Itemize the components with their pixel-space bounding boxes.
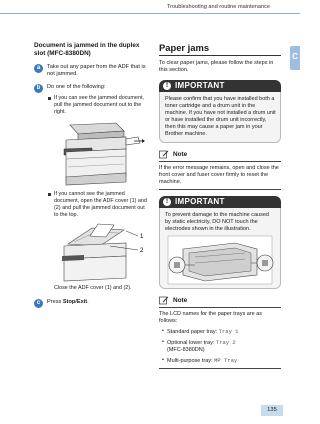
step-c xyxy=(34,299,150,306)
note-text: The LCD names for the paper trays are as follows: xyxy=(159,311,263,324)
bullet-dot-icon: • xyxy=(162,328,164,334)
exclamation-icon: ! xyxy=(163,82,171,90)
step-b xyxy=(34,84,150,91)
important-box-2 xyxy=(159,196,281,289)
lcd-tray-name: Tray 2 xyxy=(215,339,236,346)
bullet-text: If you can see the jammed document, pull the jammed document out to the right. xyxy=(54,95,144,115)
important-box-1 xyxy=(159,80,281,143)
printer-illustration xyxy=(34,119,150,187)
bullet-dot-icon: • xyxy=(162,339,164,345)
tray-label: Multi-purpose tray: xyxy=(167,358,215,364)
bullet-item xyxy=(34,95,150,116)
step-marker: b xyxy=(34,84,43,93)
step-text-prefix: Press xyxy=(47,299,63,305)
exclamation-icon: ! xyxy=(163,198,171,206)
note-text: If the error message remains, open and close the front cover and fuser cover firmly to reset the machine. xyxy=(159,162,281,190)
header-rule xyxy=(0,13,300,14)
note-header xyxy=(159,149,281,162)
note-label: Note xyxy=(173,151,188,158)
tray-name-item xyxy=(159,339,281,354)
bullet-text: If you cannot see the jammed document, open the ADF cover (1) and (2) and pull the jammed document out to the top. xyxy=(54,191,147,218)
step-marker: c xyxy=(34,299,43,308)
lcd-tray-name: MP Tray xyxy=(214,357,238,364)
adf-cover-illustration xyxy=(34,222,150,282)
important-text: Please confirm that you have installed both a toner cartridge and a drum unit in the machine. If you have not installed a drum unit or have installed the drum unit incorrectly, then this may cause a paper jam in your Brother machine. xyxy=(159,92,281,143)
tray-label: Optional lower tray: xyxy=(167,340,216,346)
lcd-tray-name: Tray 1 xyxy=(218,328,239,335)
important-header xyxy=(159,80,281,92)
page-number: 135 xyxy=(261,405,283,416)
note-body xyxy=(159,308,281,369)
note-pencil-icon xyxy=(159,150,169,159)
bullet-dot-icon: • xyxy=(162,357,164,363)
important-text: To prevent damage to the machine caused by static electricity, DO NOT touch the electrodes shown in the illustration. xyxy=(165,212,269,232)
running-header: Troubleshooting and routine maintenance xyxy=(166,4,270,10)
tray-name-item xyxy=(159,328,281,336)
bullet-item xyxy=(34,191,150,219)
left-column xyxy=(34,42,150,306)
step-text: Do one of the following: xyxy=(47,84,106,90)
bullet-square-icon xyxy=(48,97,51,100)
step-text-suffix: . xyxy=(87,299,89,305)
important-label: IMPORTANT xyxy=(175,81,225,90)
important-label: IMPORTANT xyxy=(175,197,225,206)
section-title: Document is jammed in the duplex slot (MFC-8380DN) xyxy=(34,42,140,57)
electrodes-illustration xyxy=(165,235,275,285)
stop-exit-key: Stop/Exit xyxy=(62,299,88,305)
heading-rule xyxy=(159,55,281,56)
right-column xyxy=(159,42,281,369)
callout-2: 2 xyxy=(140,248,144,254)
tray-name-item xyxy=(159,357,281,365)
tray-model-note: (MFC-8380DN) xyxy=(167,347,205,353)
note-pencil-icon xyxy=(159,296,169,305)
note-header xyxy=(159,295,281,308)
important-body xyxy=(159,208,281,289)
note-label: Note xyxy=(173,297,188,304)
chapter-tab xyxy=(290,46,300,70)
step-caption: Close the ADF cover (1) and (2). xyxy=(54,285,132,291)
step-marker: a xyxy=(34,64,43,73)
tray-label: Standard paper tray: xyxy=(167,329,219,335)
important-header xyxy=(159,196,281,208)
callout-1: 1 xyxy=(140,234,144,240)
step-text: Take out any paper from the ADF that is not jammed. xyxy=(47,64,146,77)
note-box-2 xyxy=(159,295,281,369)
step-a xyxy=(34,64,150,78)
intro-text: To clear paper jams, please follow the steps in this section. xyxy=(159,60,274,73)
bullet-square-icon xyxy=(48,193,51,196)
note-box-1 xyxy=(159,149,281,190)
chapter-letter: C xyxy=(292,52,298,61)
section-heading: Paper jams xyxy=(159,42,210,53)
